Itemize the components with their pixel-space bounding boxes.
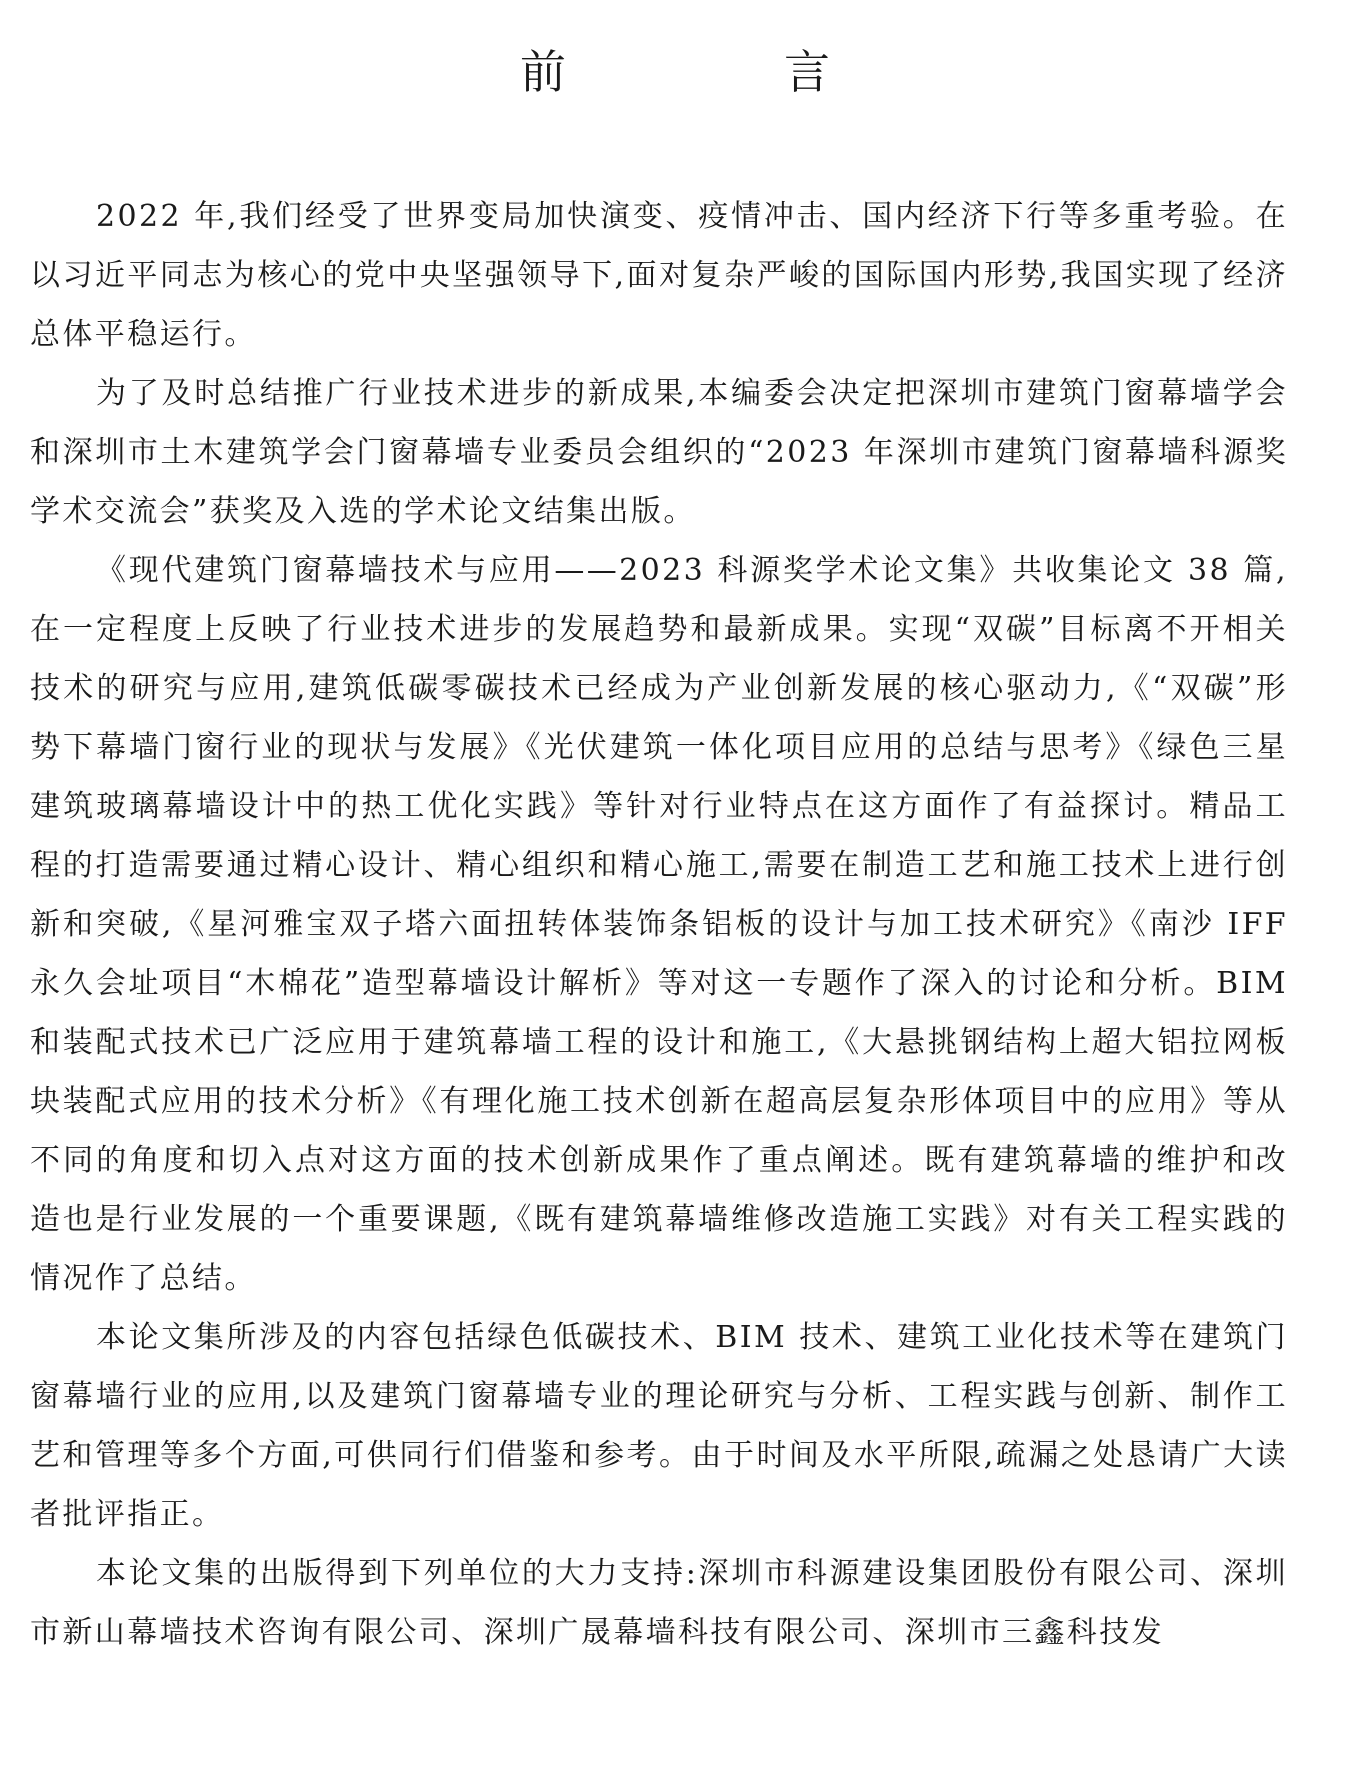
- paragraph-1: 2022 年,我们经受了世界变局加快演变、疫情冲击、国内经济下行等多重考验。在以习近平同志为核心的党中央坚强领导下,面对复杂严峻的国际国内形势,我国实现了经济总体平稳运行。: [30, 199, 1288, 352]
- paragraph-3: 《现代建筑门窗幕墙技术与应用——2023 科源奖学术论文集》共收集论文 38 篇,在一定程度上反映了行业技术进步的发展趋势和最新成果。实现“双碳”目标离不开相关技术的研究与应用,建筑低碳零碳技术已经成为产业创新发展的核心驱动力,《“双碳”形势下幕墙门窗行业的现状与发展》《光伏建筑一体化项目应用的总结与思考》《绿色三星建筑玻璃幕墙设计中的热工优化实践》等针对行业特点在这方面作了有益探讨。精品工程的打造需要通过精心设计、精心组织和精心施工,需要在制造工艺和施工技术上进行创新和突破,《星河雅宝双子塔六面扭转体装饰条铝板的设计与加工技术研究》《南沙 IFF 永久会址项目“木棉花”造型幕墙设计解析》等对这一专题作了深入的讨论和分析。BIM 和装配式技术已广泛应用于建筑幕墙工程的设计和施工,《大悬挑钢结构上超大铝拉网板块装配式应用的技术分析》《有理化施工技术创新在超高层复杂形体项目中的应用》等从不同的角度和切入点对这方面的技术创新成果作了重点阐述。既有建筑幕墙的维护和改造也是行业发展的一个重要课题,《既有建筑幕墙维修改造施工实践》对有关工程实践的情况作了总结。: [30, 553, 1288, 1296]
- paragraph-5: 本论文集的出版得到下列单位的大力支持:深圳市科源建设集团股份有限公司、深圳市新山幕墙技术咨询有限公司、深圳广晟幕墙科技有限公司、深圳市三鑫科技发: [30, 1556, 1288, 1650]
- body-text: [30, 187, 1288, 1662]
- paragraph-2: 为了及时总结推广行业技术进步的新成果,本编委会决定把深圳市建筑门窗幕墙学会和深圳市土木建筑学会门窗幕墙专业委员会组织的“2023 年深圳市建筑门窗幕墙科源奖学术交流会”获奖及入选的学术论文结集出版。: [30, 376, 1288, 529]
- page-title: 前 言: [520, 45, 916, 99]
- paragraph-4: 本论文集所涉及的内容包括绿色低碳技术、BIM 技术、建筑工业化技术等在建筑门窗幕墙行业的应用,以及建筑门窗幕墙专业的理论研究与分析、工程实践与创新、制作工艺和管理等多个方面,可供同行们借鉴和参考。由于时间及水平所限,疏漏之处恳请广大读者批评指正。: [30, 1320, 1288, 1532]
